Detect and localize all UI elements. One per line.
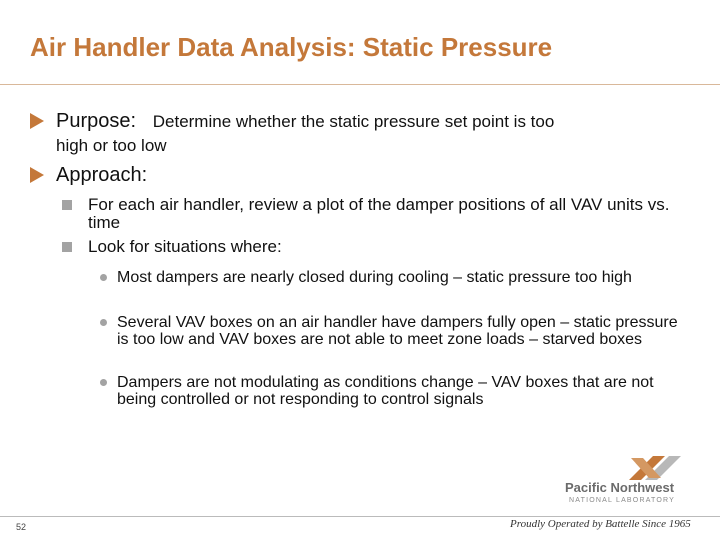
logo-brand: Pacific Northwest: [565, 480, 675, 495]
title-divider: [0, 84, 720, 85]
approach-item-text: Look for situations where:: [88, 237, 282, 256]
slide-title: Air Handler Data Analysis: Static Pressure: [30, 32, 553, 62]
situation-item: [100, 314, 690, 348]
dot-bullet-icon: [100, 274, 107, 281]
situation-text: Most dampers are nearly closed during cooling – static pressure too high: [117, 269, 632, 286]
logo-mark-icon: [565, 452, 705, 482]
purpose-continuation: high or too low: [56, 136, 167, 155]
dot-bullet-icon: [100, 319, 107, 326]
situation-item: [100, 269, 690, 286]
footer-divider: [0, 516, 720, 517]
approach-item: [62, 238, 672, 256]
arrow-bullet-icon: [30, 113, 44, 129]
pnnl-logo: [565, 452, 705, 514]
situation-text: Several VAV boxes on an air handler have dampers fully open – static pressure is too low and VAV boxes are not able to meet zone loads – starved boxes: [117, 314, 678, 348]
bullet-approach: [30, 164, 690, 186]
operated-by: Proudly Operated by Battelle Since 1965: [510, 518, 691, 530]
purpose-label: Purpose:: [56, 110, 137, 132]
approach-label: Approach:: [56, 164, 148, 186]
dot-bullet-icon: [100, 379, 107, 386]
purpose-text: Determine whether the static pressure set point is too: [152, 112, 555, 131]
situation-item: [100, 374, 690, 408]
arrow-bullet-icon: [30, 167, 44, 183]
square-bullet-icon: [62, 200, 72, 210]
situation-text: Dampers are not modulating as conditions change – VAV boxes that are not being controlled or not responding to control signals: [117, 374, 654, 408]
bullet-purpose: [30, 110, 690, 133]
approach-item-text: For each air handler, review a plot of the damper positions of all VAV units vs. time: [88, 195, 670, 232]
logo-lab: NATIONAL LABORATORY: [569, 497, 676, 504]
page-number: 52: [16, 522, 27, 532]
approach-item: [62, 196, 672, 232]
square-bullet-icon: [62, 242, 72, 252]
